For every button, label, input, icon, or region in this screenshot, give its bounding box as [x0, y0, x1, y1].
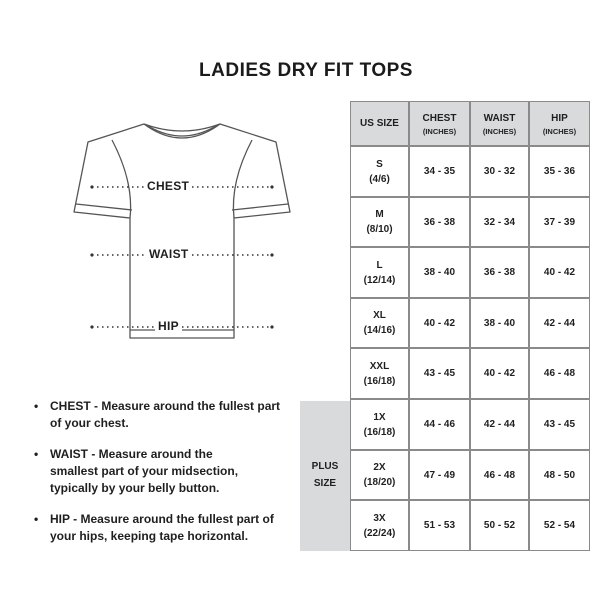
waist-range-cell: 42 - 44 [470, 399, 529, 450]
instruction-chest [34, 398, 282, 432]
header-chest-label: CHEST [422, 112, 457, 124]
size-cell [350, 348, 409, 399]
instruction-waist-text: WAIST - Measure around the smallest part of your midsection, typically by your belly button. [50, 447, 239, 495]
chest-range-cell: 43 - 45 [409, 348, 470, 399]
hip-range-cell: 48 - 50 [529, 450, 590, 500]
header-hip [529, 101, 590, 146]
instruction-hip-text: HIP - Measure around the fullest part of your hips, keeping tape horizontal. [50, 512, 274, 543]
chest-range-cell: 44 - 46 [409, 399, 470, 450]
waist-range-cell: 50 - 52 [470, 500, 529, 551]
waist-range-cell: 36 - 38 [470, 247, 529, 298]
header-hip-label: HIP [551, 112, 568, 124]
instruction-hip [34, 511, 290, 545]
size-name: S [376, 158, 383, 170]
measurement-instructions [34, 398, 294, 559]
header-chest [409, 101, 470, 146]
chest-range-cell: 38 - 40 [409, 247, 470, 298]
size-cell [350, 146, 409, 197]
waist-range-cell: 40 - 42 [470, 348, 529, 399]
size-cell [350, 247, 409, 298]
size-numeric: (18/20) [363, 477, 396, 488]
plus-size-label [300, 458, 350, 492]
hip-range-cell: 37 - 39 [529, 197, 590, 247]
waist-range-cell: 46 - 48 [470, 450, 529, 500]
size-numeric: (4/6) [369, 173, 390, 185]
header-waist [470, 101, 529, 146]
waist-label: WAIST [146, 247, 192, 261]
instruction-waist [34, 446, 260, 497]
hip-range-cell: 52 - 54 [529, 500, 590, 551]
header-us-size-label: US SIZE [360, 118, 399, 129]
plus-size-label-line1: PLUS [311, 461, 339, 472]
chest-label: CHEST [144, 179, 192, 193]
header-chest-unit: (INCHES) [422, 126, 457, 136]
hip-range-cell: 40 - 42 [529, 247, 590, 298]
chest-range-cell: 47 - 49 [409, 450, 470, 500]
size-numeric: (12/14) [363, 274, 396, 286]
bullet-dot: • [34, 447, 39, 461]
size-numeric: (14/16) [363, 325, 396, 336]
chest-range-cell: 36 - 38 [409, 197, 470, 247]
page-title: LADIES DRY FIT TOPS [199, 60, 413, 81]
header-hip-unit: (INCHES) [542, 126, 577, 136]
header-waist-label: WAIST [483, 112, 516, 124]
waist-range-cell: 38 - 40 [470, 298, 529, 348]
bullet-dot: • [34, 512, 39, 526]
chest-range-cell: 34 - 35 [409, 146, 470, 197]
size-numeric: (16/18) [363, 426, 396, 438]
chest-range-cell: 51 - 53 [409, 500, 470, 551]
size-cell [350, 500, 409, 551]
size-name: M [375, 209, 384, 220]
size-numeric: (8/10) [366, 224, 393, 235]
hip-range-cell: 42 - 44 [529, 298, 590, 348]
bullet-dot: • [34, 399, 39, 413]
size-numeric: (16/18) [363, 375, 396, 387]
size-cell [350, 298, 409, 348]
header-us-size [350, 101, 409, 146]
hip-range-cell: 43 - 45 [529, 399, 590, 450]
hip-range-cell: 46 - 48 [529, 348, 590, 399]
tshirt-illustration [72, 112, 292, 350]
size-cell [350, 399, 409, 450]
plus-size-label-line2: SIZE [313, 478, 337, 489]
waist-range-cell: 30 - 32 [470, 146, 529, 197]
size-name: L [376, 259, 383, 271]
size-name: XL [373, 310, 386, 321]
hip-range-cell: 35 - 36 [529, 146, 590, 197]
size-name: 3X [373, 512, 386, 524]
chest-range-cell: 40 - 42 [409, 298, 470, 348]
size-name: 1X [373, 411, 386, 423]
size-cell [350, 197, 409, 247]
instruction-chest-text: CHEST - Measure around the fullest part of your chest. [50, 399, 281, 430]
waist-range-cell: 32 - 34 [470, 197, 529, 247]
size-numeric: (22/24) [363, 527, 396, 539]
size-name: XXL [369, 360, 390, 372]
header-waist-unit: (INCHES) [482, 126, 517, 136]
size-cell [350, 450, 409, 500]
hip-label: HIP [155, 319, 182, 333]
size-name: 2X [373, 462, 386, 473]
